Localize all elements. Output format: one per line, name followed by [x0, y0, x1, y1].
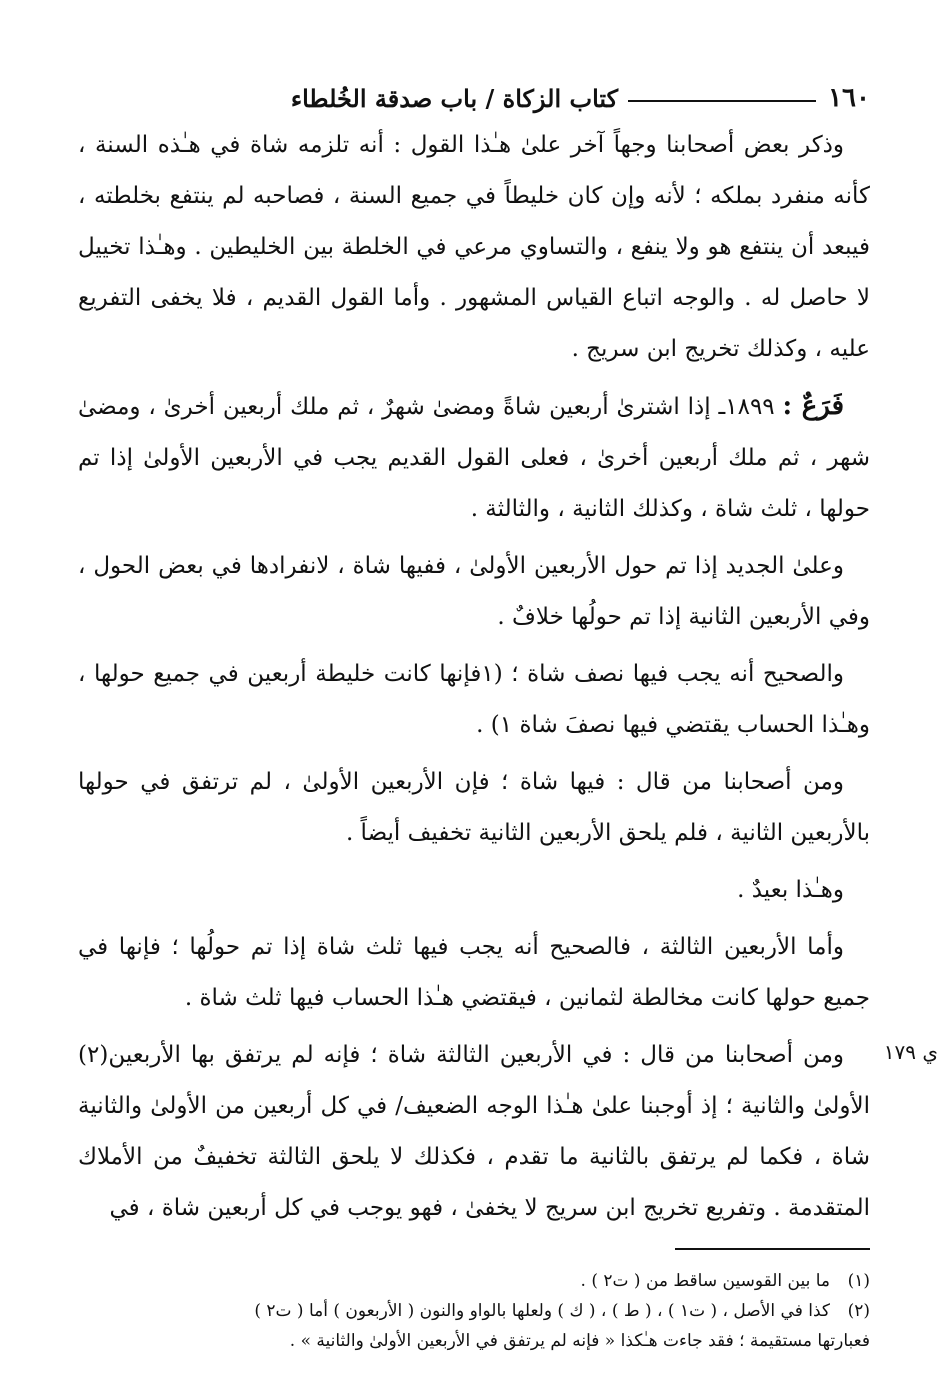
paragraph-1: وذكر بعض أصحابنا وجهاً آخر علىٰ هـٰذا القول : أنه تلزمه شاة في هـٰذه السنة ، كأنه منفرد بملكه ؛ لأنه وإن كان خليطاً في جميع السنة ، فصاحبه لم ينتفع بخلطته ، فيبعد أن ينتفع هو ولا ينفع ، والتساوي مرعي في الخلطة بين الخليطين . وهـٰذا تخييل لا حاصل له . والوجه اتباع القياس المشهور . وأما القول القديم ، فلا يخفى التفريع عليه ، وكذلك تخريج ابن سريج .	[78, 132, 870, 362]
paragraph-8: ومن أصحابنا من قال : في الأربعين الثالثة شاة ؛ فإنه لم يرتفق بها الأربعين(٢) الأولىٰ والثانية ؛ إذ أوجبنا علىٰ هـٰذا الوجه الضعيف/ في كل أربعين من الأولىٰ والثانية شاة ، فكما لم يرتفق بالثانية ما تقدم ، فكذلك لا يلحق الثالثة تخفيفٌ من الأملاك المتقدمة . وتفريع تخريج ابن سريج لا يخفىٰ ، فهو يوجب في كل أربعين شاة ، في	[78, 1042, 870, 1221]
footnote-text: ما بين القوسين ساقط من ( ت٢ ) .	[580, 1271, 830, 1291]
header-rule	[628, 100, 816, 102]
margin-page-reference: ي ١٧٩	[883, 1040, 938, 1064]
footnote-number: (٢)	[847, 1301, 870, 1321]
paragraph-2	[78, 381, 870, 535]
page-header	[78, 78, 870, 118]
book-page	[78, 78, 938, 1351]
paragraph-5: ومن أصحابنا من قال : فيها شاة ؛ فإن الأربعين الأولىٰ ، لم ترتفق في حولها بالأربعين الثانية ، فلم يلحق الأربعين الثانية تخفيف أيضاً .	[78, 769, 870, 846]
footnote-1	[78, 1266, 870, 1296]
paragraph-7: وأما الأربعين الثالثة ، فالصحيح أنه يجب فيها ثلث شاة إذا تم حولُها ؛ فإنها في جميع حولها كانت مخالطة لثمانين ، فيقتضي هـٰذا الحساب فيها ثلث شاة .	[78, 934, 870, 1011]
footnote-number: (١)	[847, 1271, 870, 1291]
running-title: كتاب الزكاة / باب صدقة الخُلطاء	[290, 83, 619, 113]
paragraph-2-text: ١٨٩٩ـ إذا اشترىٰ أربعين شاةً ومضىٰ شهرٌ ، ثم ملك أربعين أخرىٰ ، ومضىٰ شهر ، ثم ملك أربعين أخرىٰ ، فعلى القول القديم يجب في الأربعين الأولىٰ إذا تم حولها ، ثلث شاة ، وكذلك الثانية ، والثالثة .	[78, 394, 870, 522]
page-number: ١٦٠	[828, 83, 870, 113]
far-marker: فَرَعٌ :	[782, 391, 844, 421]
body-text	[78, 120, 870, 1234]
footnote-text: كذا في الأصل ، ( ت١ ) ، ( ط ) ، ( ك ) ولعلها بالواو والنون ( الأربعون ) أما ( ت٢ )	[254, 1301, 830, 1321]
footnotes	[78, 1266, 870, 1356]
footnote-2-continuation: فعبارتها مستقيمة ؛ فقد جاءت هـٰكذا « فإنه لم يرتفق في الأربعين الأولىٰ والثانية » .	[289, 1331, 870, 1351]
paragraph-6: وهـٰذا بعيدٌ .	[737, 877, 844, 903]
paragraph-3: وعلىٰ الجديد إذا تم حول الأربعين الأولىٰ ، ففيها شاة ، لانفرادها في بعض الحول ، وفي الأربعين الثانية إذا تم حولُها خلافٌ .	[78, 553, 870, 630]
footnote-2	[78, 1296, 870, 1326]
paragraph-4: والصحيح أنه يجب فيها نصف شاة ؛ (١فإنها كانت خليطة أربعين في جميع حولها ، وهـٰذا الحساب يقتضي فيها نصفَ شاة ١) .	[78, 661, 870, 738]
footnote-rule	[675, 1248, 870, 1250]
